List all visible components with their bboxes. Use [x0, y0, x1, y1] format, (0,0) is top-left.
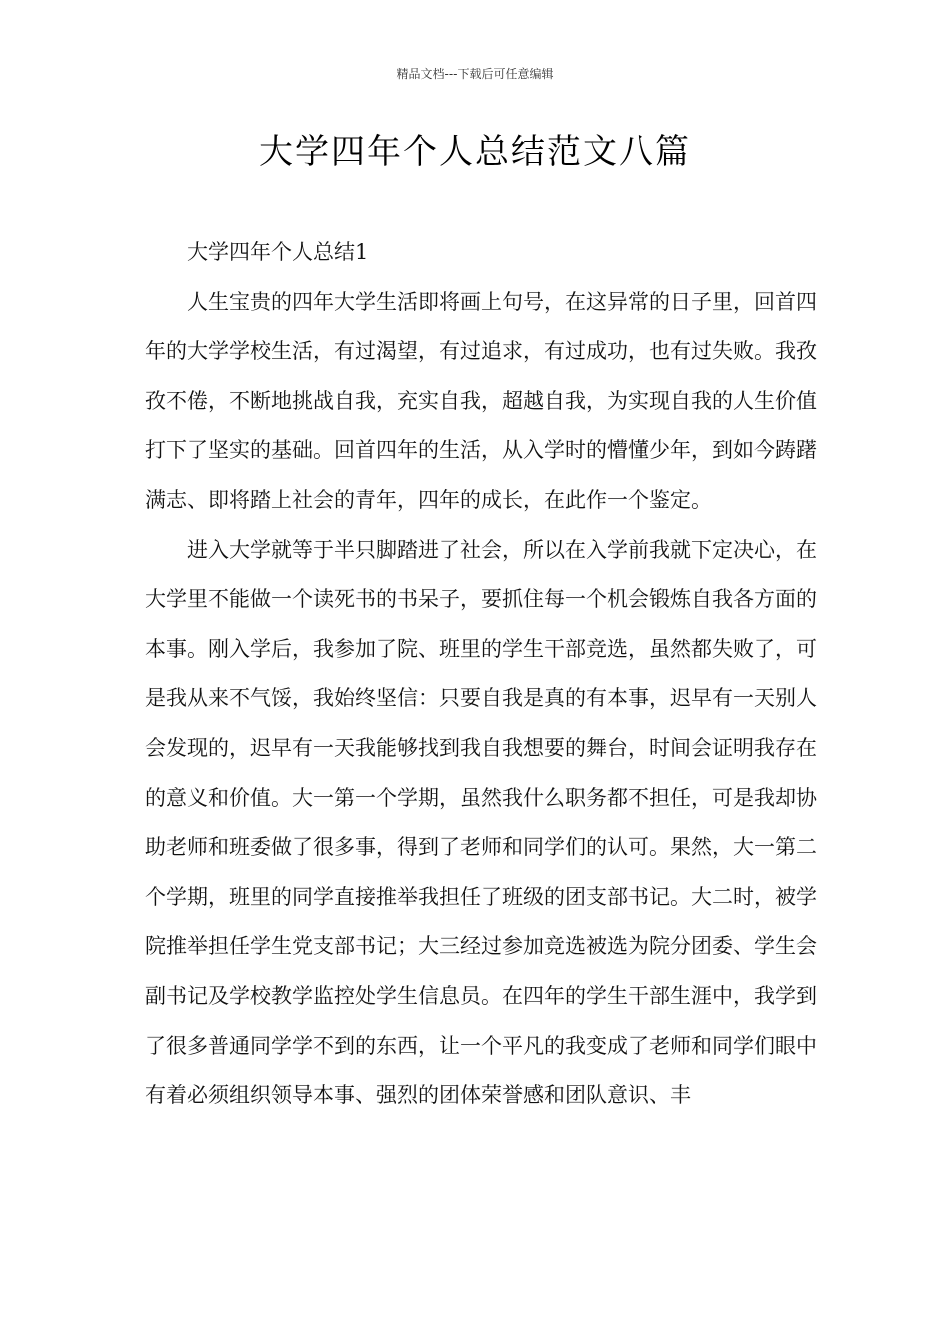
body-paragraph-2: 进入大学就等于半只脚踏进了社会，所以在入学前我就下定决心，在大学里不能做一个读死书的书呆子，要抓住每一个机会锻炼自我各方面的本事。刚入学后，我参加了院、班里的学生干部竞选，虽然都失败了，可是我从来不气馁，我始终坚信：只要自我是真的有本事，迟早有一天别人会发现的，迟早有一天我能够找到我自我想要的舞台，时间会证明我存在的意义和价值。大一第一个学期，虽然我什么职务都不担任，可是我却协助老师和班委做了很多事，得到了老师和同学们的认可。果然，大一第二个学期，班里的同学直接推举我担任了班级的团支部书记。大二时，被学院推举担任学生党支部书记；大三经过参加竞选被选为院分团委、学生会副书记及学校教学监控处学生信息员。在四年的学生干部生涯中，我学到了很多普通同学学不到的东西，让一个平凡的我变成了老师和同学们眼中有着必须组织领导本事、强烈的团体荣誉感和团队意识、丰: [145, 537, 817, 1108]
document-body: [145, 228, 817, 1121]
section-heading: 大学四年个人总结1: [187, 240, 369, 264]
body-paragraph-1: 人生宝贵的四年大学生活即将画上句号，在这异常的日子里，回首四年的大学学校生活，有过渴望，有过追求，有过成功，也有过失败。我孜孜不倦，不断地挑战自我，充实自我，超越自我，为实现自我的人生价值打下了坚实的基础。回首四年的生活，从入学时的懵懂少年，到如今踌躇满志、即将踏上社会的青年，四年的成长，在此作一个鉴定。: [145, 289, 817, 512]
document-title: 大学四年个人总结范文八篇: [259, 132, 691, 172]
page-header-note: 精品文档---下载后可任意编辑: [396, 67, 554, 81]
